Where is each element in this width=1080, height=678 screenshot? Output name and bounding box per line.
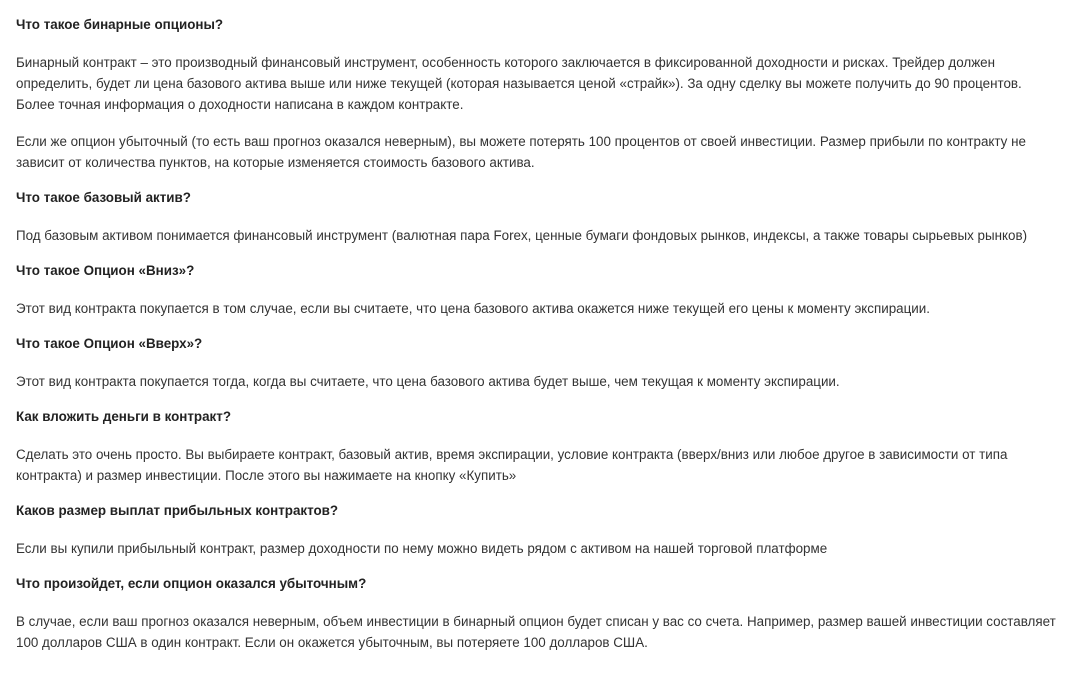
faq-answer-put-option: Этот вид контракта покупается в том случае, если вы считаете, что цена базового актива окажется ниже текущей его цены к моменту экспирации. — [16, 301, 930, 316]
faq-question-binary-options: Что такое бинарные опционы? — [16, 17, 224, 32]
faq-answer-binary-options-1: Бинарный контракт – это производный финансовый инструмент, особенность которого заключается в фиксированной доходности и рисках. Трейдер должен определить, будет ли цена базового актива выше или ниже текущей (которая называется ценой «страйк»). За одну сделку вы можете получить до 90 процентов. Более точная информация о доходности написана в каждом контракте. — [16, 55, 1022, 112]
faq-question-put-option: Что такое Опцион «Вниз»? — [16, 263, 195, 278]
faq-question-losing-option: Что произойдет, если опцион оказался убыточным? — [16, 576, 367, 591]
faq-answer-call-option: Этот вид контракта покупается тогда, когда вы считаете, что цена базового актива будет выше, чем текущая к моменту экспирации. — [16, 374, 840, 389]
faq-question-how-to-invest: Как вложить деньги в контракт? — [16, 409, 231, 424]
faq-question-base-asset: Что такое базовый актив? — [16, 190, 191, 205]
faq-answer-binary-options-2: Если же опцион убыточный (то есть ваш прогноз оказался неверным), вы можете потерять 100 процентов от своей инвестиции. Размер прибыли по контракту не зависит от количества пунктов, на которые изменяется стоимость базового актива. — [16, 134, 1026, 170]
faq-answer-losing-option: В случае, если ваш прогноз оказался неверным, объем инвестиции в бинарный опцион будет списан у вас со счета. Например, размер вашей инвестиции составляет 100 долларов США в один контракт. Если он окажется убыточным, вы потеряете 100 долларов США. — [16, 614, 1056, 650]
faq-question-payout-size: Каков размер выплат прибыльных контрактов? — [16, 503, 339, 518]
faq-answer-base-asset: Под базовым активом понимается финансовый инструмент (валютная пара Forex, ценные бумаги фондовых рынков, индексы, а также товары сырьевых рынков) — [16, 228, 1028, 243]
faq-answer-payout-size: Если вы купили прибыльный контракт, размер доходности по нему можно видеть рядом с активом на нашей торговой платформе — [16, 541, 828, 556]
faq-answer-how-to-invest: Сделать это очень просто. Вы выбираете контракт, базовый актив, время экспирации, условие контракта (вверх/вниз или любое другое в зависимости от типа контракта) и размер инвестиции. После этого вы нажимаете на кнопку «Купить» — [16, 447, 1008, 483]
faq-question-call-option: Что такое Опцион «Вверх»? — [16, 336, 203, 351]
